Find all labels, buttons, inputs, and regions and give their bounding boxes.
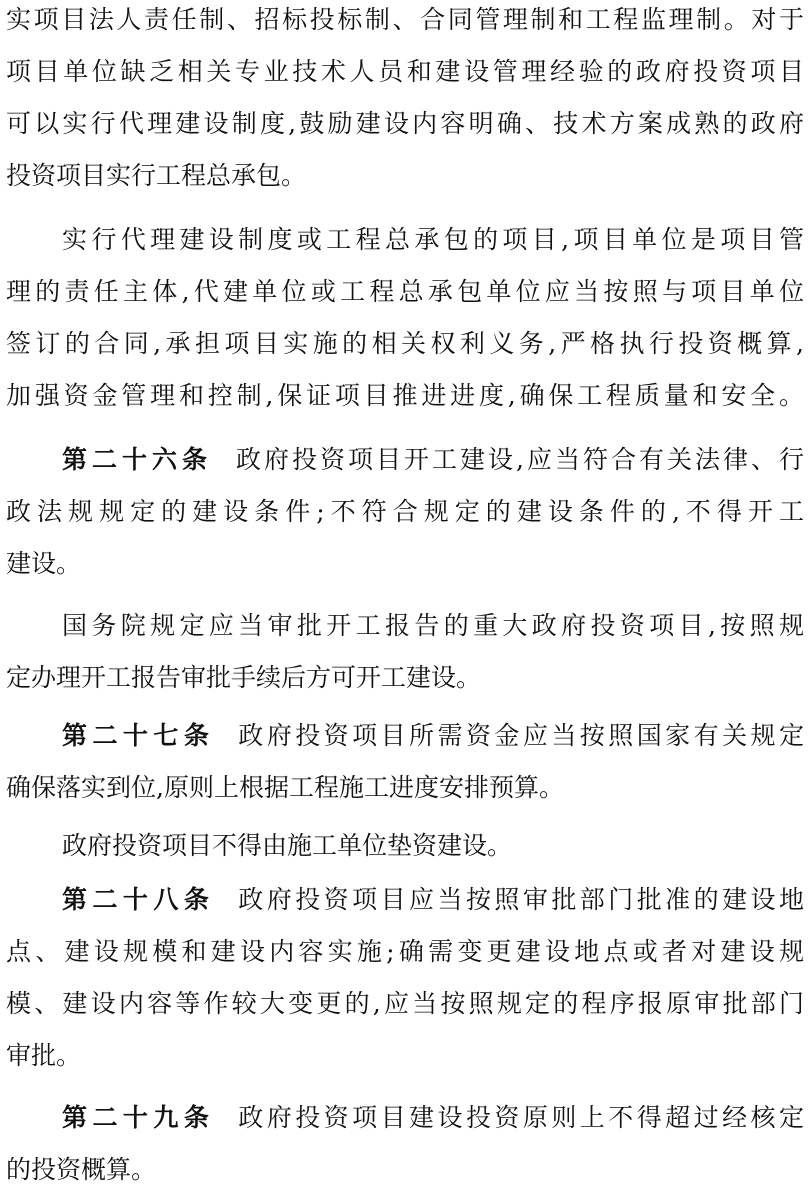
text-line: 政法规规定的建设条件;不符合规定的建设条件的,不得开工 — [6, 497, 804, 526]
article-heading: 第二十九条 — [62, 1103, 215, 1132]
article-29-line — [62, 1098, 804, 1138]
text-line: 投资项目实行工程总承包。 — [6, 161, 307, 190]
text-line: 定办理开工报告审批手续后方可开工建设。 — [6, 663, 482, 692]
text-line: 确保落实到位,原则上根据工程施工进度安排预算。 — [6, 773, 564, 802]
text-line: 签订的合同,承担项目实施的相关权利义务,严格执行投资概算, — [6, 329, 804, 358]
text-line: 国务院规定应当审批开工报告的重大政府投资项目,按照规 — [62, 611, 804, 640]
article-text: 政府投资项目开工建设,应当符合有关法律、行 — [236, 445, 804, 474]
text-line: 加强资金管理和控制,保证项目推进进度,确保工程质量和安全。 — [6, 381, 804, 410]
article-text: 政府投资项目所需资金应当按照国家有关规定 — [238, 721, 804, 750]
text-line: 项目单位缺乏相关专业技术人员和建设管理经验的政府投资项目 — [6, 57, 804, 86]
text-line: 审批。 — [6, 1041, 82, 1070]
article-text: 政府投资项目应当按照审批部门批准的建设地 — [238, 885, 804, 914]
article-heading: 第二十七条 — [62, 721, 215, 750]
text-line: 建设。 — [6, 549, 82, 578]
text-line: 点、建设规模和建设内容实施;确需变更建设地点或者对建设规 — [6, 937, 804, 966]
article-heading: 第二十八条 — [62, 885, 215, 914]
text-line: 实行代理建设制度或工程总承包的项目,项目单位是项目管 — [62, 225, 804, 254]
article-26-line — [62, 440, 804, 480]
article-28-line — [62, 880, 804, 920]
article-heading: 第二十六条 — [62, 445, 213, 474]
text-line: 模、建设内容等作较大变更的,应当按照规定的程序报原审批部门 — [6, 989, 804, 1018]
article-27-line — [62, 716, 804, 756]
text-line: 政府投资项目不得由施工单位垫资建设。 — [62, 831, 513, 860]
article-text: 政府投资项目建设投资原则上不得超过经核定 — [238, 1103, 804, 1132]
text-line: 的投资概算。 — [6, 1155, 157, 1184]
text-line: 可以实行代理建设制度,鼓励建设内容明确、技术方案成熟的政府 — [6, 109, 804, 138]
text-line: 理的责任主体,代建单位或工程总承包单位应当按照与项目单位 — [6, 277, 804, 306]
text-line: 实项目法人责任制、招标投标制、合同管理制和工程监理制。对于 — [6, 5, 804, 34]
